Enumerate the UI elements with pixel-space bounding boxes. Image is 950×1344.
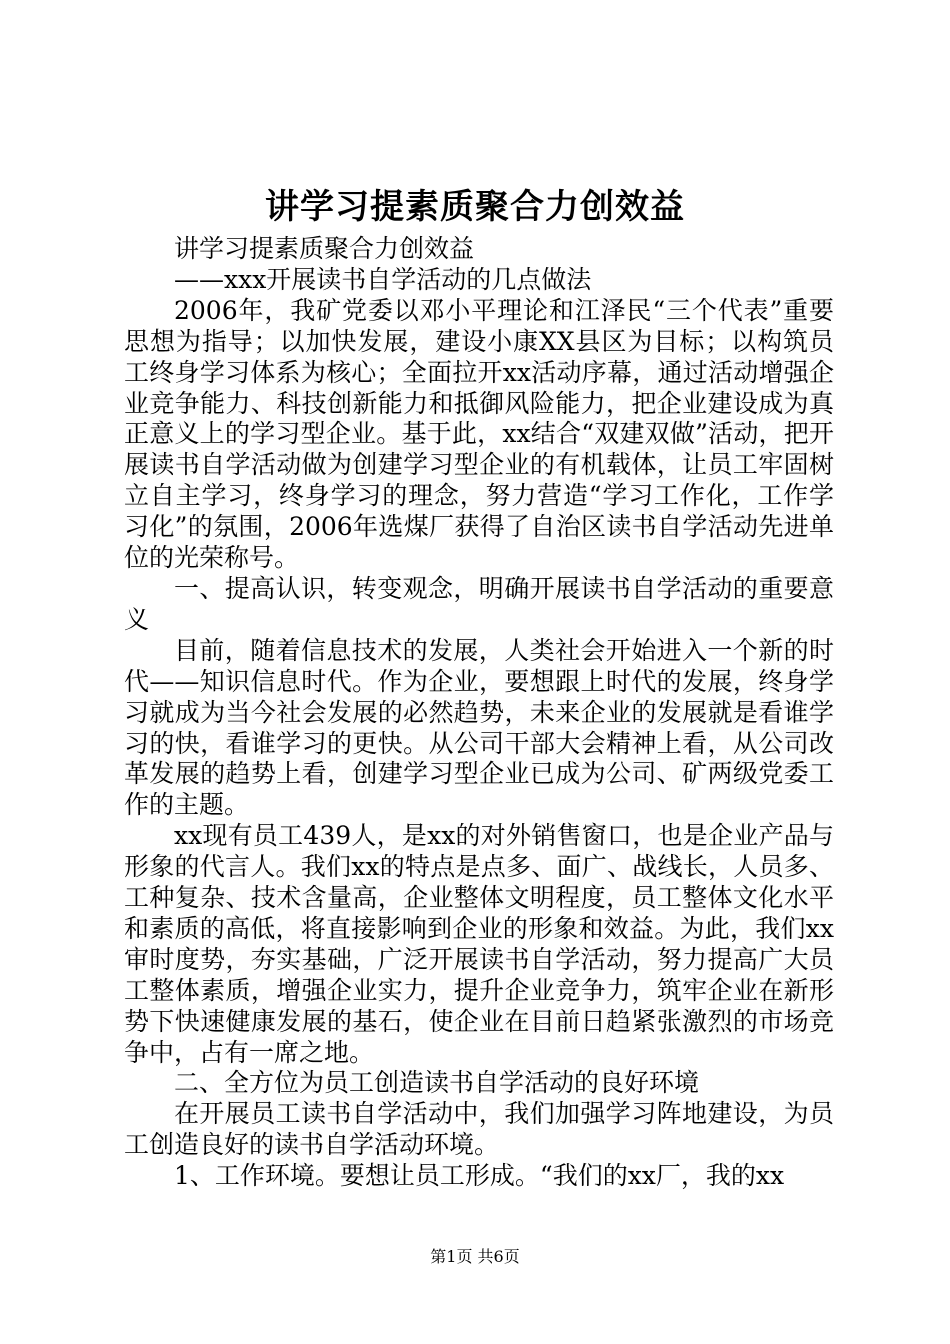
document-title: 讲学习提素质聚合力创效益 — [265, 187, 685, 227]
body-paragraph: 2006年，我矿党委以邓小平理论和江泽民“三个代表”重要思想为指导；以加快发展，建设小康XX县区为目标；以构筑员工终身学习体系为核心；全面拉开xx活动序幕，通过活动增强企业竞争能力、科技创新能力和抵御风险能力，把企业建设成为真正意义上的学习型企业。基于此，xx结合“双建双做”活动，把开展读书自学活动做为创建学习型企业的有机载体，让员工牢固树立自主学习，终身学习的理念，努力营造“学习工作化，工作学习化”的氛围，2006年选煤厂获得了自治区读书自学活动先进单位的光荣称号。 — [124, 295, 834, 573]
document-body — [124, 234, 834, 1192]
subtitle-sub-line: ——xxx开展读书自学活动的几点做法 — [174, 264, 592, 294]
section-heading: 二、全方位为员工创造读书自学活动的良好环境 — [174, 1068, 700, 1098]
body-paragraph: 在开展员工读书自学活动中，我们加强学习阵地建设，为员工创造良好的读书自学活动环境。 — [124, 1099, 834, 1160]
body-paragraph: xx现有员工439人，是xx的对外销售窗口，也是企业产品与形象的代言人。我们xx的特点是点多、面广、战线长，人员多、工种复杂、技术含量高，企业整体文明程度，员工整体文化水平和素质的高低，将直接影响到企业的形象和效益。为此，我们xx审时度势，夯实基础，广泛开展读书自学活动，努力提高广大员工整体素质，增强企业实力，提升企业竞争力，筑牢企业在新形势下快速健康发展的基石，使企业在目前日趋紧张激烈的市场竞争中，占有一席之地。 — [124, 821, 834, 1067]
section-heading: 一、提高认识，转变观念，明确开展读书自学活动的重要意义 — [124, 573, 834, 634]
subtitle-line: 讲学习提素质聚合力创效益 — [174, 234, 475, 263]
page-number: 第1页 共6页 — [430, 1247, 520, 1266]
body-paragraph: 1、工作环境。要想让员工形成。“我们的xx厂，我的xx — [174, 1161, 785, 1191]
body-paragraph: 目前，随着信息技术的发展，人类社会开始进入一个新的时代——知识信息时代。作为企业，要想跟上时代的发展，终身学习就成为当今社会发展的必然趋势，未来企业的发展就是看谁学习的快，看谁学习的更快。从公司干部大会精神上看，从公司改革发展的趋势上看，创建学习型企业已成为公司、矿两级党委工作的主题。 — [124, 635, 834, 820]
